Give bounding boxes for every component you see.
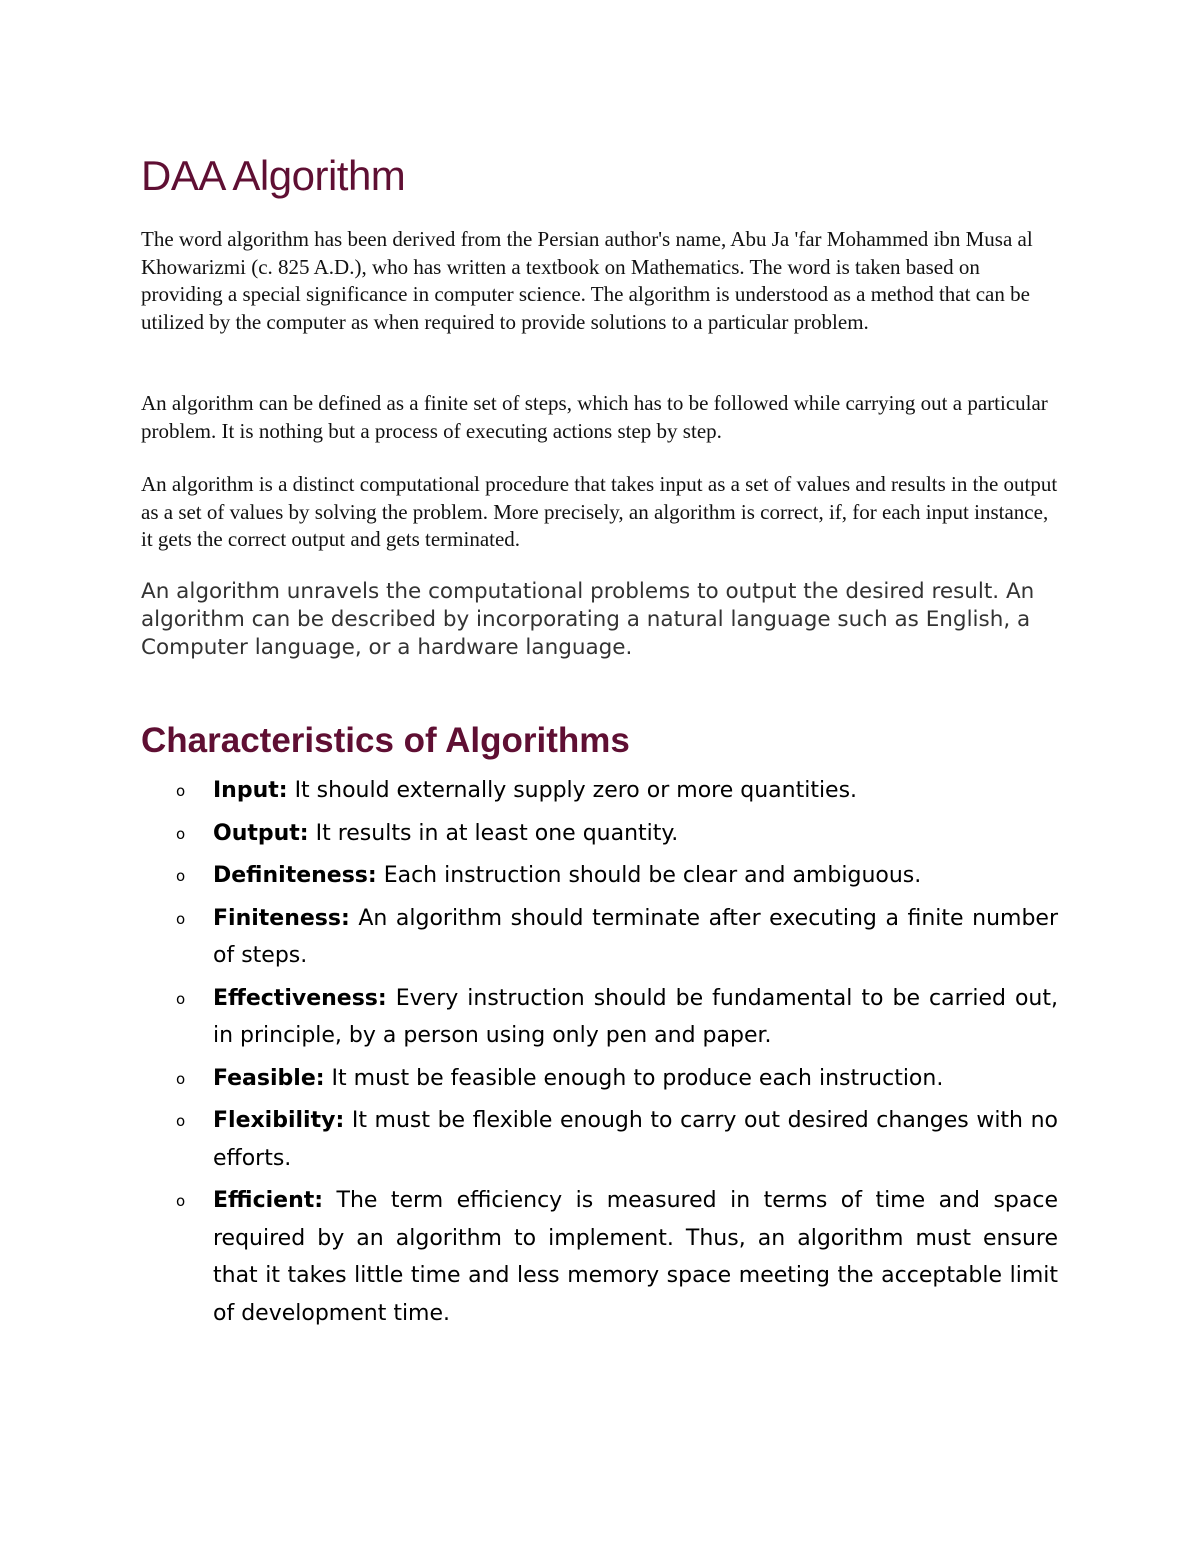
bullet-icon: o <box>176 1112 186 1130</box>
list-item-term: Efficient: <box>213 1188 324 1213</box>
list-item-description: It should externally supply zero or more quantities. <box>287 778 858 803</box>
list-item-definiteness <box>0 857 1200 895</box>
list-item-output <box>0 815 1200 853</box>
list-item-text <box>213 1060 1058 1098</box>
list-item-description: Each instruction should be clear and ambiguous. <box>376 863 922 888</box>
bullet-icon: o <box>176 909 186 928</box>
list-item-term: Effectiveness: <box>213 985 387 1011</box>
bullet-icon: o <box>176 867 186 885</box>
list-item-term: Flexibility: <box>213 1108 345 1133</box>
bullet-icon: o <box>176 1069 186 1088</box>
list-item-efficient <box>0 1182 1200 1332</box>
list-item-term: Output: <box>213 820 309 846</box>
list-item-text <box>213 815 1058 853</box>
bullet-icon: o <box>176 989 186 1008</box>
bullet-icon: o <box>176 1192 186 1210</box>
description-paragraph: An algorithm unravels the computational problems to output the desired result. An algorithm can be described by incorporating a natural language such as English, a Computer language, or a hardware language. <box>141 579 1035 660</box>
list-item-description: Every instruction should be fundamental to be carried out, in principle, by a person using only pen and paper. <box>213 985 1058 1048</box>
list-item-feasible <box>0 1060 1200 1098</box>
bullet-icon: o <box>176 824 186 843</box>
characteristics-heading: Characteristics of Algorithms <box>141 721 630 760</box>
list-item-text <box>213 857 1058 895</box>
list-item-description: An algorithm should terminate after executing a finite number of steps. <box>213 905 1058 968</box>
list-item-input <box>0 772 1200 810</box>
list-item-finiteness <box>0 900 1200 975</box>
list-item-term: Definiteness: <box>213 863 377 888</box>
procedure-paragraph: An algorithm is a distinct computational procedure that takes input as a set of values and results in the output as a set of values by solving the problem. More precisely, an algorithm is correct, if, for each input instance, it gets the correct output and gets terminated. <box>141 472 1058 551</box>
list-item-description: It results in at least one quantity. <box>308 820 679 846</box>
page-title: DAA Algorithm <box>141 152 406 199</box>
list-item-text <box>213 772 1058 810</box>
intro-paragraph: The word algorithm has been derived from the Persian author's name, Abu Ja 'far Mohammed ibn Musa al Khowarizmi (c. 825 A.D.), who has written a textbook on Mathematics. The word is taken based on providing a special significance in computer science. The algorithm is understood as a method that can be utilized by the computer as when required to provide solutions to a particular problem. <box>141 227 1033 334</box>
list-item-description: The term efficiency is measured in terms of time and space required by an algorithm to implement. Thus, an algorithm must ensure that it takes little time and less memory space meeting the acceptable limit of development time. <box>213 1188 1058 1326</box>
bullet-icon: o <box>176 782 186 800</box>
list-item-text <box>213 900 1058 975</box>
definition-paragraph: An algorithm can be defined as a finite set of steps, which has to be followed while carrying out a particular problem. It is nothing but a process of executing actions step by step. <box>141 391 1048 443</box>
list-item-description: It must be feasible enough to produce each instruction. <box>324 1065 944 1091</box>
list-item-effectiveness <box>0 980 1200 1055</box>
characteristics-list <box>0 772 1200 1337</box>
list-item-flexibility <box>0 1102 1200 1177</box>
list-item-text <box>213 1182 1058 1332</box>
list-item-text <box>213 980 1058 1055</box>
list-item-term: Finiteness: <box>213 905 350 931</box>
list-item-text <box>213 1102 1058 1177</box>
list-item-term: Feasible: <box>213 1065 325 1091</box>
list-item-description: It must be flexible enough to carry out desired changes with no efforts. <box>213 1108 1058 1171</box>
list-item-term: Input: <box>213 778 288 803</box>
